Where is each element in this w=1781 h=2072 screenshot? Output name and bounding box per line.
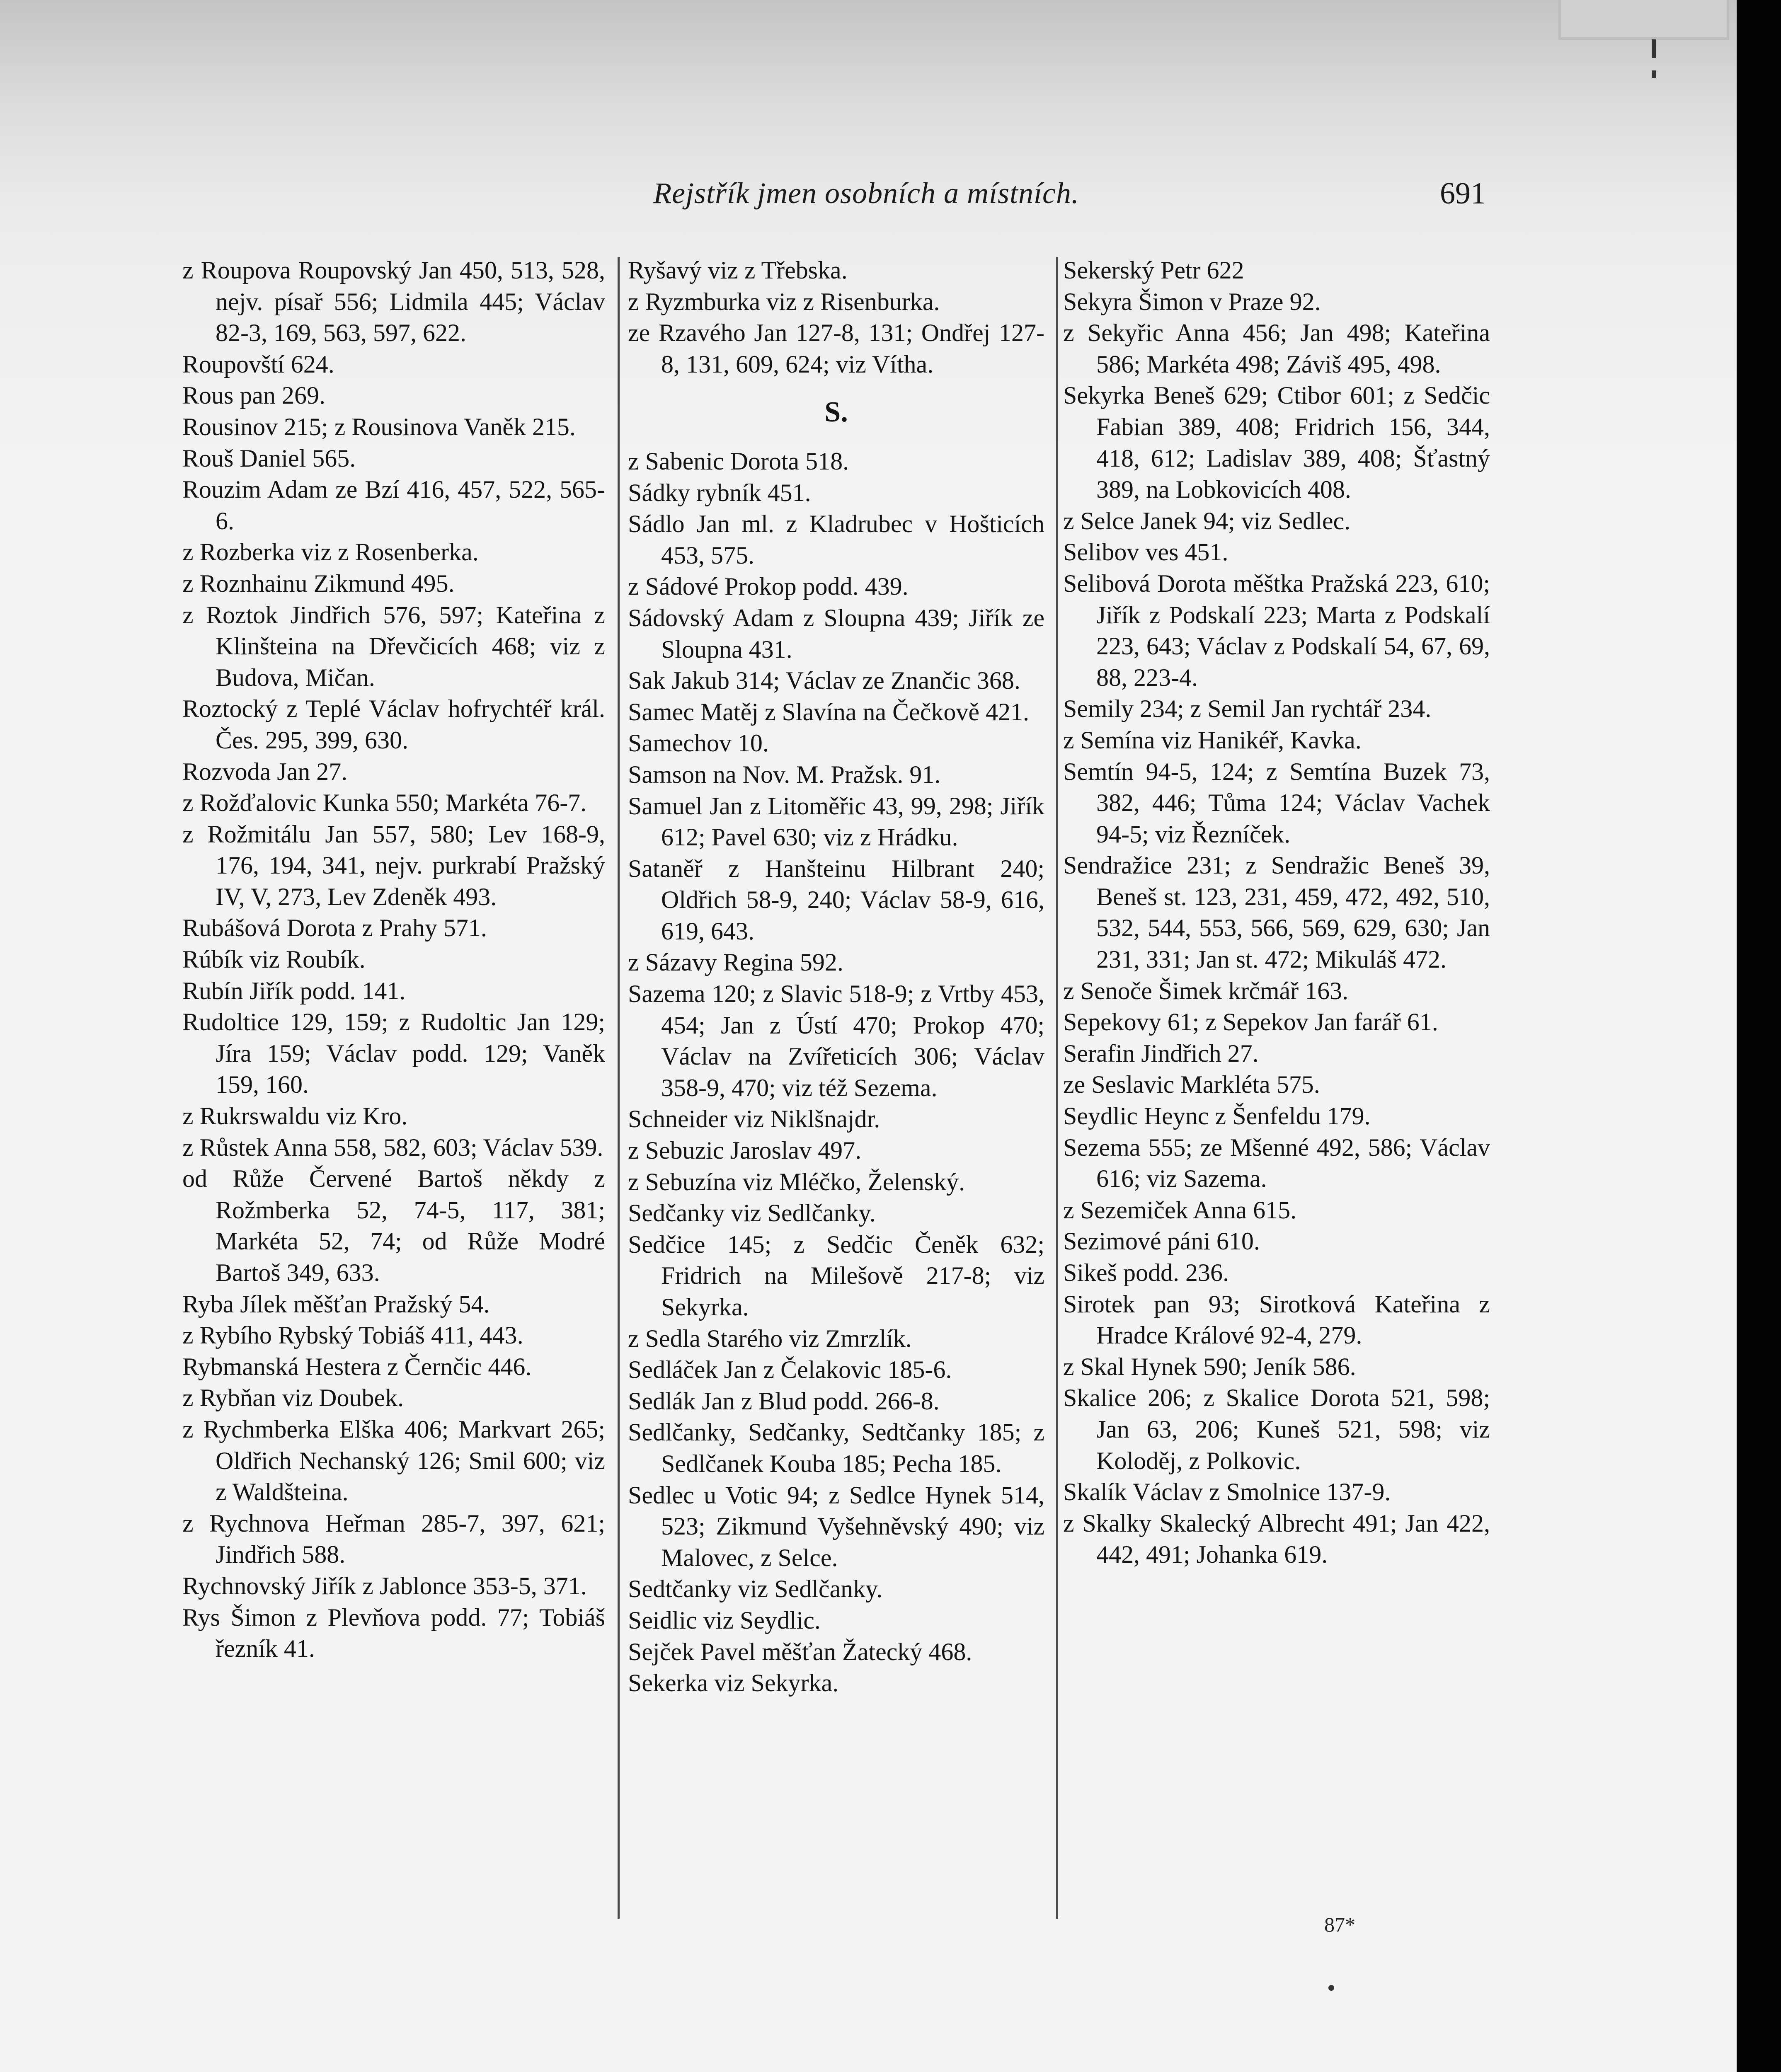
index-entry: z Senoče Šimek krčmář 163. xyxy=(1063,977,1349,1005)
index-entry: Rúbík viz Roubík. xyxy=(182,946,366,973)
index-entry: Ryba Jílek měšťan Pražský 54. xyxy=(182,1290,490,1318)
index-entry: z Rozberka viz z Rosenberka. xyxy=(182,538,479,566)
index-entry: Selibová Dorota měštka Pražská 223, 610; Jiřík z Podskalí 223; Marta z Podskalí 223, 643; Václav z Podskalí 54, 67, 69, 88, 223-4. xyxy=(1063,569,1490,691)
index-entry: z Sekyřic Anna 456; Jan 498; Kateřina 586; Markéta 498; Záviš 495, 498. xyxy=(1063,319,1490,378)
index-entry: Serafin Jindřich 27. xyxy=(1063,1039,1259,1067)
index-entry: Rouš Daniel 565. xyxy=(182,444,356,472)
index-entry: Samson na Nov. M. Pražsk. 91. xyxy=(628,760,941,788)
ink-speck xyxy=(1328,1985,1334,1991)
index-entry: Skalice 206; z Skalice Dorota 521, 598; Jan 63, 206; Kuneš 521, 598; viz Koloděj, z Polkovic. xyxy=(1063,1384,1490,1474)
index-entry: Roupovští 624. xyxy=(182,350,334,378)
index-entry: Sazema 120; z Slavic 518-9; z Vrtby 453, 454; Jan z Ústí 470; Prokop 470; Václav na Zvířeticích 306; Václav 358-9, 470; viz též Sezema. xyxy=(628,980,1044,1101)
index-entry: z Rybího Rybský Tobiáš 411, 443. xyxy=(182,1322,523,1349)
index-entry: Sádky rybník 451. xyxy=(628,479,811,506)
index-entry: z Sabenic Dorota 518. xyxy=(628,447,849,475)
index-entry: Sekyra Šimon v Praze 92. xyxy=(1063,288,1321,315)
index-entry: Rousinov 215; z Rousinova Vaněk 215. xyxy=(182,413,576,441)
middle-entries-before-section xyxy=(628,255,1044,380)
index-entry: Sedláček Jan z Čelakovic 185-6. xyxy=(628,1356,952,1384)
index-entry: Semily 234; z Semil Jan rychtář 234. xyxy=(1063,695,1432,723)
index-entry: Samec Matěj z Slavína na Čečkově 421. xyxy=(628,698,1030,726)
page-number: 691 xyxy=(1440,177,1486,211)
index-entry: Sak Jakub 314; Václav ze Znančic 368. xyxy=(628,667,1020,695)
section-letter-s: S. xyxy=(824,396,848,428)
index-entry: Rubín Jiřík podd. 141. xyxy=(182,977,406,1005)
index-entry: z Sebuzína viz Mléčko, Želenský. xyxy=(628,1168,965,1196)
index-entry: z Ryzmburka viz z Risenburka. xyxy=(628,288,940,315)
index-entry: Rubášová Dorota z Prahy 571. xyxy=(182,914,487,942)
index-entry: z Sezemiček Anna 615. xyxy=(1063,1196,1297,1224)
index-entry: Sedlčanky, Sedčanky, Sedtčanky 185; z Sedlčanek Kouba 185; Pecha 185. xyxy=(628,1418,1044,1477)
index-entry: Sejček Pavel měšťan Žatecký 468. xyxy=(628,1638,972,1665)
index-entry: z Skal Hynek 590; Jeník 586. xyxy=(1063,1353,1356,1380)
index-entry: Sádovský Adam z Sloupna 439; Jiřík ze Sloupna 431. xyxy=(628,604,1044,663)
scan-edge-mark xyxy=(1652,70,1656,78)
index-entry: Sedlec u Votic 94; z Sedlce Hynek 514, 523; Zikmund Vyšehněvský 490; viz Malovec, z Selce. xyxy=(628,1481,1044,1571)
index-entry: z Rychnova Heřman 285-7, 397, 621; Jindřich 588. xyxy=(182,1509,605,1569)
index-entry: z Rukrswaldu viz Kro. xyxy=(182,1102,408,1130)
index-entry: Skalík Václav z Smolnice 137-9. xyxy=(1063,1478,1391,1506)
index-entry: Sendražice 231; z Sendražic Beneš 39, Beneš st. 123, 231, 459, 472, 492, 510, 532, 544, 553, 566, 569, 629, 630; Jan 231, 331; Jan st. 472; Mikuláš 472. xyxy=(1063,852,1490,973)
index-entry: Sepekovy 61; z Sepekov Jan farář 61. xyxy=(1063,1008,1438,1036)
scan-edge-mark xyxy=(1652,39,1656,58)
index-entry: Sedčice 145; z Sedčic Čeněk 632; Fridrich na Milešově 217-8; viz Sekyrka. xyxy=(628,1230,1044,1321)
index-entry: Sikeš podd. 236. xyxy=(1063,1259,1229,1286)
index-entry: z Rožmitálu Jan 557, 580; Lev 168-9, 176, 194, 341, nejv. purkrabí Pražský IV, V, 273, Lev Zdeněk 493. xyxy=(182,820,605,910)
index-entry: Semtín 94-5, 124; z Semtína Buzek 73, 382, 446; Tůma 124; Václav Vachek 94-5; viz Řezníček. xyxy=(1063,758,1490,848)
index-entry: Sedtčanky viz Sedlčanky. xyxy=(628,1575,883,1603)
index-entry: Seidlic viz Seydlic. xyxy=(628,1606,821,1634)
running-header-title: Rejstřík jmen osobních a místních. xyxy=(653,177,1079,210)
index-entry: Sekerka viz Sekyrka. xyxy=(628,1669,839,1697)
index-column-middle xyxy=(628,255,1044,1699)
index-entry: ze Seslavic Markléta 575. xyxy=(1063,1071,1320,1099)
scan-edge-artifact xyxy=(1558,0,1729,40)
index-entry: z Roupova Roupovský Jan 450, 513, 528, nejv. písař 556; Lidmila 445; Václav 82-3, 169, 563, 597, 622. xyxy=(182,257,605,347)
index-entry: od Růže Červené Bartoš někdy z Rožmberka 52, 74-5, 117, 381; Markéta 52, 74; od Růže Modré Bartoš 349, 633. xyxy=(182,1165,605,1286)
signature-mark: 87* xyxy=(1324,1913,1355,1936)
index-entry: Sezema 555; ze Mšenné 492, 586; Václav 616; viz Sazema. xyxy=(1063,1133,1490,1193)
index-entry: Sekyrka Beneš 629; Ctibor 601; z Sedčic Fabian 389, 408; Fridrich 156, 344, 418, 612; Ladislav 389, 408; Šťastný 389, na Lobkovicích 408. xyxy=(1063,382,1490,503)
index-entry: Samuel Jan z Litoměřic 43, 99, 298; Jiřík 612; Pavel 630; viz z Hrádku. xyxy=(628,792,1044,851)
index-entry: Rous pan 269. xyxy=(182,382,325,409)
scan-border xyxy=(1737,0,1781,2072)
index-entry: z Roznhainu Zikmund 495. xyxy=(182,569,455,597)
index-entry: z Selce Janek 94; viz Sedlec. xyxy=(1063,507,1351,535)
index-entry: Roztocký z Teplé Václav hofrychtéř král. Čes. 295, 399, 630. xyxy=(182,695,605,754)
index-entry: z Rychmberka Elška 406; Markvart 265; Oldřich Nechanský 126; Smil 600; viz z Waldšteina. xyxy=(182,1415,605,1506)
index-entry: z Sázavy Regina 592. xyxy=(628,949,843,976)
index-entry: z Růstek Anna 558, 582, 603; Václav 539. xyxy=(182,1133,603,1161)
index-entry: Samechov 10. xyxy=(628,729,769,757)
index-entry: ze Rzavého Jan 127-8, 131; Ondřej 127-8, 131, 609, 624; viz Vítha. xyxy=(628,319,1044,378)
index-column-left xyxy=(182,255,605,1665)
index-entry: Selibov ves 451. xyxy=(1063,538,1229,566)
index-entry: Rouzim Adam ze Bzí 416, 457, 522, 565-6. xyxy=(182,476,605,535)
index-entry: z Sádové Prokop podd. 439. xyxy=(628,573,909,600)
index-entry: Sádlo Jan ml. z Kladrubec v Hošticích 453, 575. xyxy=(628,510,1044,569)
index-entry: Schneider viz Niklšnajdr. xyxy=(628,1105,880,1133)
index-entry: Sedlák Jan z Blud podd. 266-8. xyxy=(628,1387,940,1415)
index-entry: Sataněř z Hanšteinu Hilbrant 240; Oldřich 58-9, 240; Václav 58-9, 616, 619, 643. xyxy=(628,854,1044,945)
index-entry: Sirotek pan 93; Sirotková Kateřina z Hradce Králové 92-4, 279. xyxy=(1063,1290,1490,1349)
index-entry: Rybmanská Hestera z Černčic 446. xyxy=(182,1353,532,1380)
index-entry: Rozvoda Jan 27. xyxy=(182,758,348,785)
index-entry: z Sedla Starého viz Zmrzlík. xyxy=(628,1324,912,1352)
index-entry: Sedčanky viz Sedlčanky. xyxy=(628,1199,876,1227)
column-divider xyxy=(618,257,620,1919)
index-entry: Rychnovský Jiřík z Jablonce 353-5, 371. xyxy=(182,1572,587,1600)
column-divider xyxy=(1056,257,1058,1919)
middle-entries-after-section xyxy=(628,446,1044,1699)
index-column-right xyxy=(1063,255,1490,1571)
index-entry: z Rybňan viz Doubek. xyxy=(182,1384,404,1412)
index-entry: Sekerský Petr 622 xyxy=(1063,257,1244,284)
index-entry: Sezimové páni 610. xyxy=(1063,1227,1260,1255)
index-entry: z Skalky Skalecký Albrecht 491; Jan 422, 442, 491; Johanka 619. xyxy=(1063,1509,1490,1569)
index-entry: z Roztok Jindřich 576, 597; Kateřina z Klinšteina na Dřevčicích 468; viz z Budova, Mičan. xyxy=(182,601,605,691)
index-entry: Rys Šimon z Plevňova podd. 77; Tobiáš řezník 41. xyxy=(182,1603,605,1663)
index-entry: z Rožďalovic Kunka 550; Markéta 76-7. xyxy=(182,789,587,817)
index-entry: Rudoltice 129, 159; z Rudoltic Jan 129; Jíra 159; Václav podd. 129; Vaněk 159, 160. xyxy=(182,1008,605,1099)
index-entry: Seydlic Heync z Šenfeldu 179. xyxy=(1063,1102,1371,1130)
index-entry: z Semína viz Hanikéř, Kavka. xyxy=(1063,726,1362,754)
index-entry: z Sebuzic Jaroslav 497. xyxy=(628,1137,862,1164)
index-entry: Ryšavý viz z Třebska. xyxy=(628,257,848,284)
